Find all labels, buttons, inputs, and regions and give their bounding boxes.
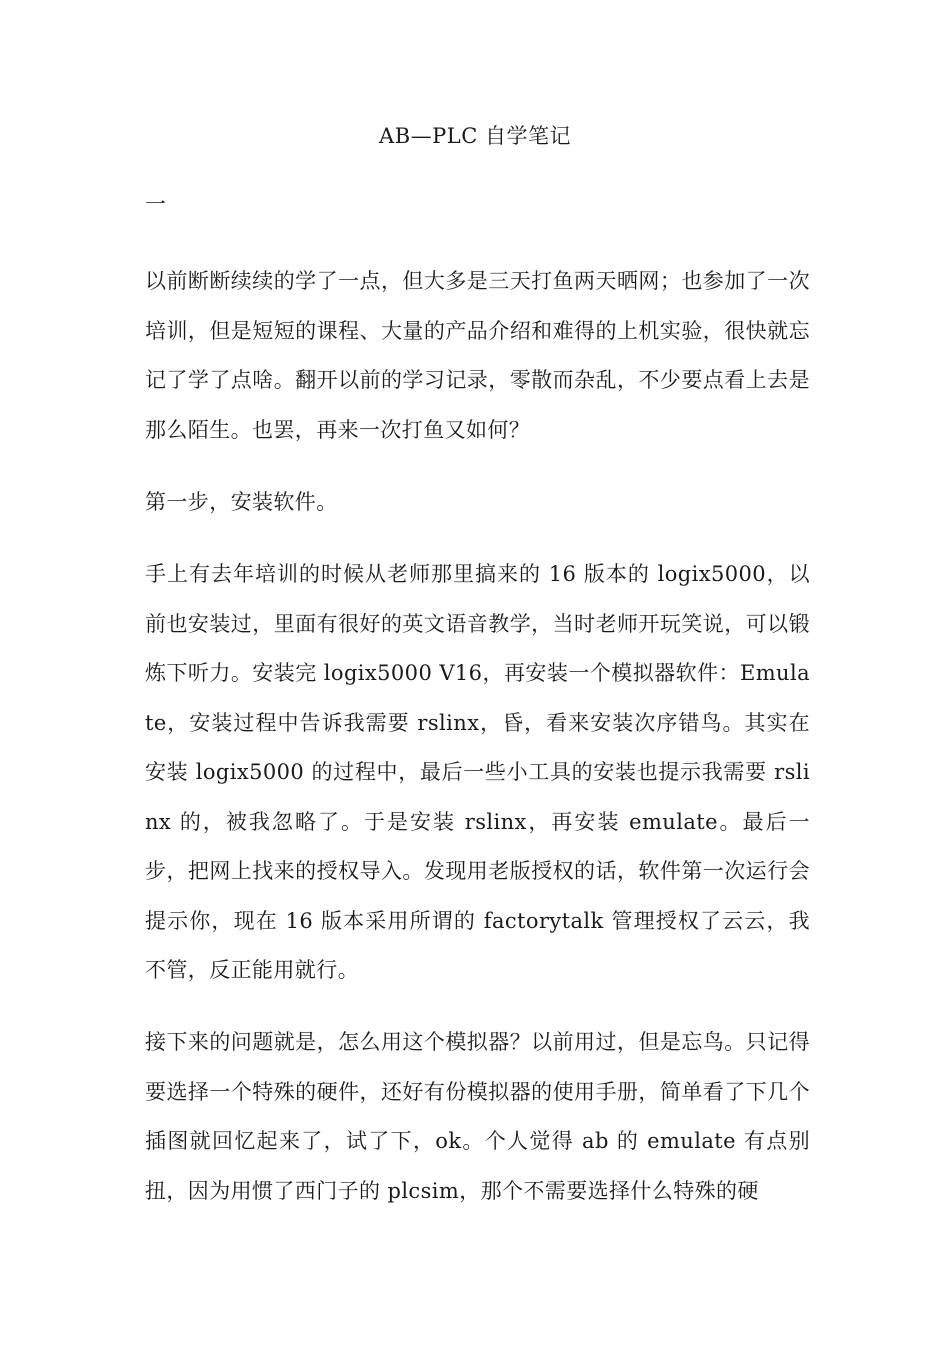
- paragraph-emulator: 接下来的问题就是，怎么用这个模拟器？以前用过，但是忘鸟。只记得要选择一个特殊的硬件，还好有份模拟器的使用手册，简单看了下几个插图就回忆起来了，试了下，ok。个人觉得 ab 的 emulate 有点别扭，因为用惯了西门子的 plcsim，那个不需要选择什么特殊的硬: [145, 1030, 810, 1203]
- paragraph-step-one: 第一步，安装软件。: [145, 490, 338, 514]
- document-title: AB—PLC 自学笔记: [379, 124, 571, 148]
- paragraph-intro: 以前断断续续的学了一点，但大多是三天打鱼两天晒网；也参加了一次培训，但是短短的课程、大量的产品介绍和难得的上机实验，很快就忘记了学了点啥。翻开以前的学习记录，零散而杂乱，不少要点看上去是那么陌生。也罢，再来一次打鱼又如何？: [145, 269, 810, 442]
- paragraph-install: 手上有去年培训的时候从老师那里搞来的 16 版本的 logix5000，以前也安装过，里面有很好的英文语音教学，当时老师开玩笑说，可以锻炼下听力。安装完 logix5000 V16，再安装一个模拟器软件：Emulate，安装过程中告诉我需要 rslinx，昏，看来安装次序错鸟。其实在安装 logix5000 的过程中，最后一些小工具的安装也提示我需要 rslinx 的，被我忽略了。于是安装 rslinx，再安装 emulate。最后一步，把网上找来的授权导入。发现用老版授权的话，软件第一次运行会提示你，现在 16 版本采用所谓的 factorytalk 管理授权了云云，我不管，反正能用就行。: [145, 562, 810, 982]
- section-number: 一: [145, 192, 166, 216]
